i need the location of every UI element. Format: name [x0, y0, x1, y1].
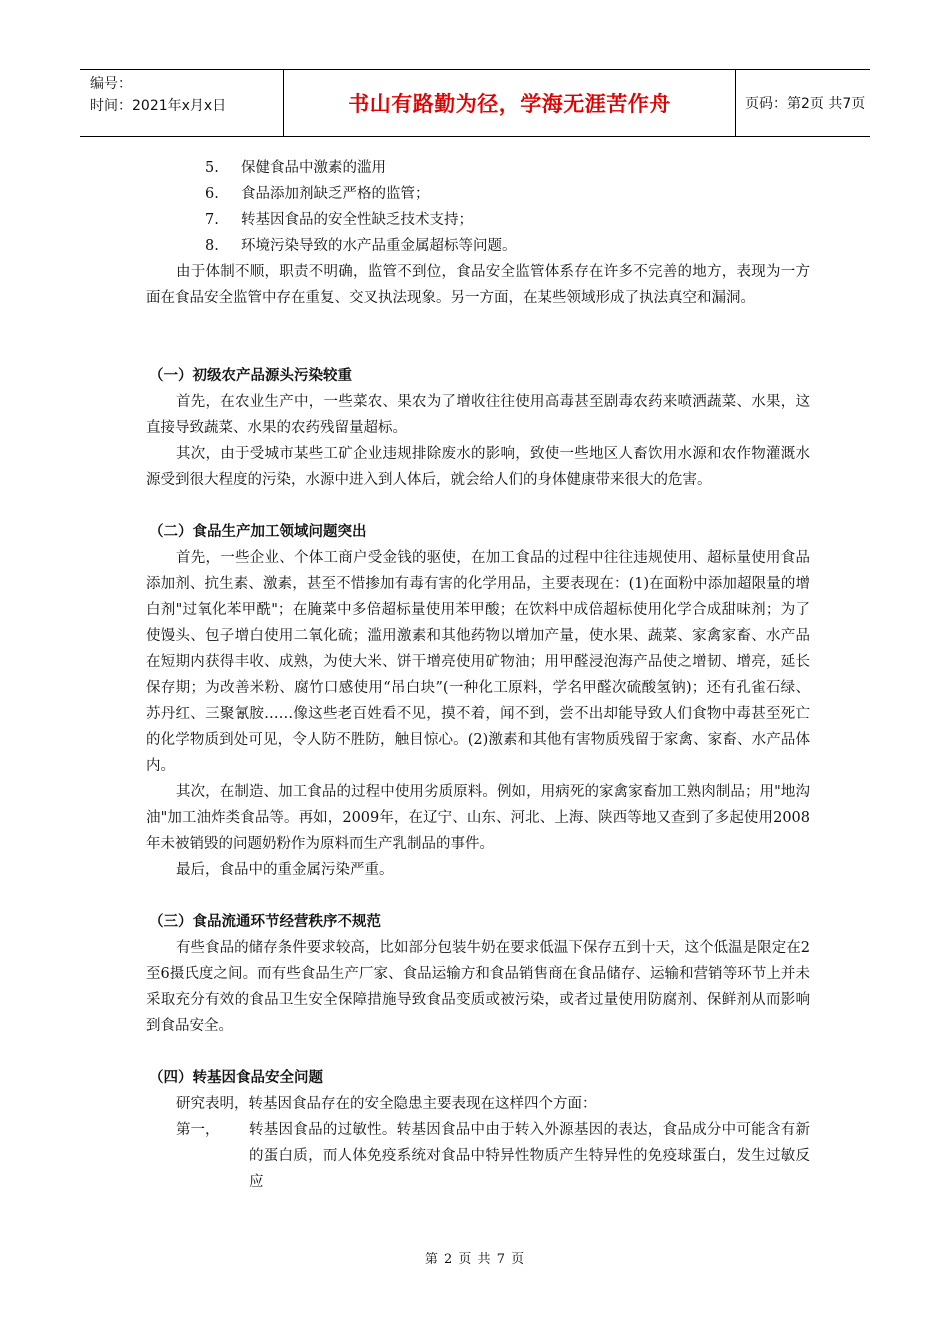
page-footer: 第 2 页 共 7 页 — [424, 1252, 526, 1267]
paragraph: 最后，食品中的重金属污染严重。 — [176, 862, 394, 878]
page-header — [80, 69, 870, 137]
header-motto: 书山有路勤为径，学海无涯苦作舟 — [283, 70, 736, 136]
header-meta — [80, 70, 283, 136]
list-item: 8. 环境污染导致的水产品重金属超标等问题。 — [205, 238, 517, 254]
list-item — [146, 1117, 810, 1195]
paragraph: 有些食品的储存条件要求较高，比如部分包装牛奶在要求低温下保存五到十天，这个低温是限定在2至6摄氏度之间。而有些食品生产厂家、食品运输方和食品销售商在食品储存、运输和营销等环节上并未采取充分有效的食品卫生安全保障措施导致食品变质或被污染，或者过量使用防腐剂、保鲜剂从而影响到食品安全。 — [146, 940, 810, 1034]
section-title: （三）食品流通环节经营秩序不规范 — [149, 914, 381, 930]
list-item: 6. 食品添加剂缺乏严格的监管； — [205, 186, 430, 202]
list-item: 5. 保健食品中激素的滥用 — [205, 160, 386, 176]
number-label: 编号： — [90, 76, 132, 92]
section-title: （四）转基因食品安全问题 — [149, 1070, 323, 1086]
paragraph: 首先，一些企业、个体工商户受金钱的驱使，在加工食品的过程中往往违规使用、超标量使用食品添加剂、抗生素、激素，甚至不惜掺加有毒有害的化学用品，主要表现在：(1)在面粉中添加超限量的增白剂"过氧化苯甲酰"；在腌菜中多倍超标量使用苯甲酸；在饮料中成倍超标使用化学合成甜味剂；为了使馒头、包子增白使用二氧化硫；滥用激素和其他药物以增加产量，使水果、蔬菜、家禽家畜、水产品在短期内获得丰收、成熟，为使大米、饼干增亮使用矿物油；用甲醛浸泡海产品使之增韧、增亮，延长保存期；为改善米粉、腐竹口感使用“吊白块”(一种化工原料，学名甲醛次硫酸氢钠)；还有孔雀石绿、苏丹红、三聚氰胺……像这些老百姓看不见，摸不着，闻不到，尝不出却能导致人们食物中毒甚至死亡的化学物质到处可见，令人防不胜防，触目惊心。(2)激素和其他有害物质残留于家禽、家畜、水产品体内。 — [146, 550, 810, 774]
section-title: （二）食品生产加工领域问题突出 — [149, 524, 367, 540]
document-body — [146, 155, 810, 1195]
section-title: （一）初级农产品源头污染较重 — [149, 368, 352, 384]
time-label: 时间：2021年x月x日 — [90, 98, 227, 114]
paragraph: 其次，由于受城市某些工矿企业违规排除废水的影响，致使一些地区人畜饮用水源和农作物灌溉水源受到很大程度的污染，水源中进入到人体后，就会给人们的身体健康带来很大的危害。 — [146, 446, 810, 488]
item-label: 第一， — [176, 1122, 220, 1138]
paragraph: 研究表明，转基因食品存在的安全隐患主要表现在这样四个方面： — [176, 1096, 597, 1112]
numbered-list — [146, 155, 810, 259]
intro-paragraph: 由于体制不顺，职责不明确，监管不到位，食品安全监管体系存在许多不完善的地方，表现为一方面在食品安全监管中存在重复、交叉执法现象。另一方面，在某些领域形成了执法真空和漏洞。 — [146, 264, 810, 306]
paragraph: 其次，在制造、加工食品的过程中使用劣质原料。例如，用病死的家禽家畜加工熟肉制品；用"地沟油"加工油炸类食品等。再如，2009年，在辽宁、山东、河北、上海、陕西等地又查到了多起使用2008年未被销毁的问题奶粉作为原料而生产乳制品的事件。 — [146, 784, 810, 852]
item-text: 转基因食品的过敏性。转基因食品中由于转入外源基因的表达，食品成分中可能含有新的蛋白质，而人体免疫系统对食品中特异性物质产生特异性的免疫球蛋白，发生过敏反应 — [249, 1122, 810, 1190]
list-item: 7. 转基因食品的安全性缺乏技术支持； — [205, 212, 473, 228]
paragraph: 首先，在农业生产中，一些菜农、果农为了增收往往使用高毒甚至剧毒农药来喷洒蔬菜、水果，这直接导致蔬菜、水果的农药残留量超标。 — [146, 394, 810, 436]
header-page-info: 页码：第2页 共7页 — [745, 96, 866, 112]
